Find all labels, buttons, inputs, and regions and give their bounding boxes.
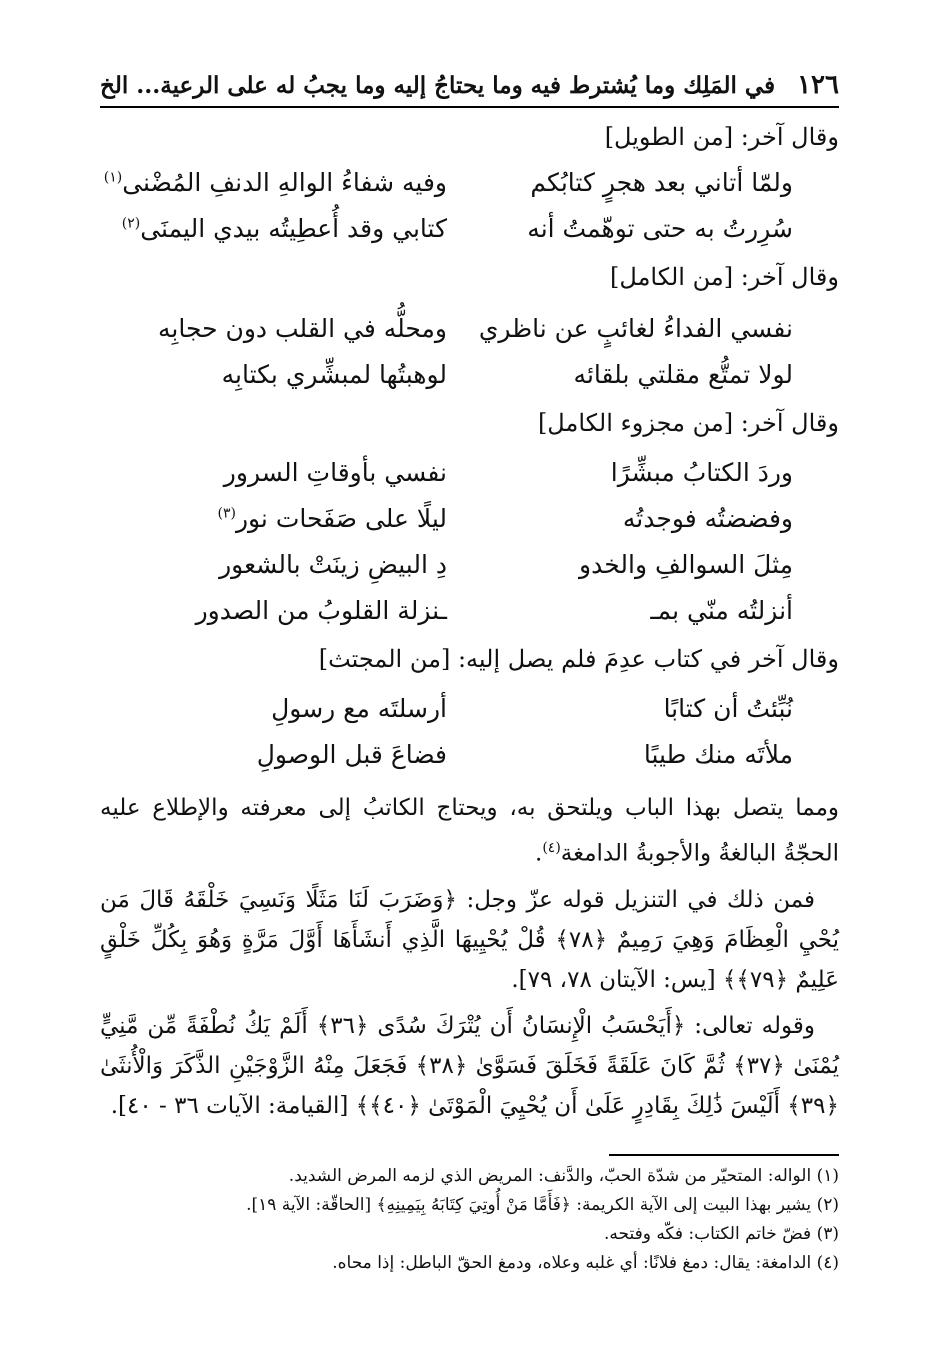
verse-line [100, 452, 839, 498]
footnote-marker: (١) [103, 169, 123, 186]
verse-line [100, 544, 839, 590]
verse-reference: [يس: الآيتان ٧٨، ٧٩]. [511, 966, 716, 993]
footnotes [100, 1162, 839, 1278]
second-hemistich: لوهبتُها لمبشِّري بكتابِه [221, 360, 447, 389]
verse-line [100, 688, 839, 734]
poem-intro: وقال آخر في كتاب عدِمَ فلم يصل إليه: [من المجتث] [318, 645, 839, 673]
footnote-marker: (٤) [542, 840, 561, 856]
footnote: (٣) فضّ خاتم الكتاب: فكّه وفتحه. [603, 1223, 839, 1244]
verse-reference: [القيامة: الآيات ٣٦ - ٤٠]. [110, 1092, 349, 1119]
verse-line [100, 734, 839, 780]
second-hemistich: دِ البيضِ زينَتْ بالشعور [219, 550, 447, 579]
second-hemistich: كتابي وقد أُعطِيتُه بيدي اليمنَى$^{(٢)}$ [121, 214, 447, 243]
first-hemistich: لولا تمتُّع مقلتي بلقائه [573, 360, 793, 389]
second-hemistich: نفسي بأوقاتِ السرور [223, 458, 447, 487]
first-hemistich: مِثلَ السوالفِ والخدو [579, 550, 793, 579]
second-hemistich: أرسلتَه مع رسولِ [271, 694, 447, 723]
first-hemistich: نُبِّئتُ أن كتابًا [663, 694, 793, 723]
first-hemistich: وردَ الكتابُ مبشِّرًا [610, 458, 793, 487]
first-hemistich: ملأتَه منك طيبًا [643, 740, 793, 769]
quran-verse: ﴿أَيَحْسَبُ الْإِنسَانُ أَن يُتْرَكَ سُدًى ﴿٣٦﴾ أَلَمْ يَكُ نُطْفَةً مِّن مَّنِيٍّ يُمْنَىٰ ﴿٣٧﴾ ثُمَّ كَانَ عَلَقَةً فَخَلَقَ فَسَوَّىٰ ﴿٣٨﴾ فَجَعَلَ مِنْهُ الزَّوْجَيْنِ الذَّكَرَ وَالْأُنثَىٰ ﴿٣٩﴾ أَلَيْسَ ذَٰلِكَ بِقَادِرٍ عَلَىٰ أَن يُحْيِيَ الْمَوْتَىٰ ﴿٤٠﴾﴾ [100, 1012, 840, 1119]
poem-intro: وقال آخر: [من الطويل] [604, 123, 839, 151]
first-hemistich: ولمّا أتاني بعد هجرٍ كتابُكم [530, 168, 793, 197]
poem-intro: وقال آخر: [من مجزوء الكامل] [537, 409, 839, 437]
quran-verse: ﴿وَضَرَبَ لَنَا مَثَلًا وَنَسِيَ خَلْقَهُ قَالَ مَن يُحْيِ الْعِظَامَ وَهِيَ رَمِيمٌ ﴿٧٨﴾ قُلْ يُحْيِيهَا الَّذِي أَنشَأَهَا أَوَّلَ مَرَّةٍ وَهُوَ بِكُلِّ خَلْقٍ عَلِيمٌ ﴿٧٩﴾﴾ [100, 886, 839, 993]
paragraph: ومما يتصل بهذا الباب ويلتحق به، ويحتاج الكاتبُ إلى معرفته والإطلاع عليه الحجّةُ البالغةُ والأجوبةُ الدامغة$^{(٤)}$. [100, 795, 839, 867]
poem-intro: وقال آخر: [من الكامل] [610, 263, 839, 291]
verse-line [100, 590, 839, 636]
footnote-divider [609, 1154, 839, 1156]
first-hemistich: نفسي الفداءُ لغائبٍ عن ناظري [478, 314, 793, 343]
first-hemistich: أنزلتُه منّي بمـ [650, 596, 793, 625]
verse-line [100, 162, 839, 208]
verse-line [100, 354, 839, 400]
page-number: ١٢٦ [797, 70, 839, 100]
paragraph: فمن ذلك في التنزيل قوله عزّ وجل: ﴿وَضَرَبَ لَنَا مَثَلًا وَنَسِيَ خَلْقَهُ قَالَ مَن يُحْيِ الْعِظَامَ وَهِيَ رَمِيمٌ ﴿٧٨﴾ قُلْ يُحْيِيهَا الَّذِي أَنشَأَهَا أَوَّلَ مَرَّةٍ وَهُوَ بِكُلِّ خَلْقٍ عَلِيمٌ ﴿٧٩﴾﴾ [يس: الآيتان ٧٨، ٧٩]. [100, 886, 839, 993]
paragraph: وقوله تعالى: ﴿أَيَحْسَبُ الْإِنسَانُ أَن يُتْرَكَ سُدًى ﴿٣٦﴾ أَلَمْ يَكُ نُطْفَةً مِّن مَّنِيٍّ يُمْنَىٰ ﴿٣٧﴾ ثُمَّ كَانَ عَلَقَةً فَخَلَقَ فَسَوَّىٰ ﴿٣٨﴾ فَجَعَلَ مِنْهُ الزَّوْجَيْنِ الذَّكَرَ وَالْأُنثَىٰ ﴿٣٩﴾ أَلَيْسَ ذَٰلِكَ بِقَادِرٍ عَلَىٰ أَن يُحْيِيَ الْمَوْتَىٰ ﴿٤٠﴾﴾ [القيامة: الآيات ٣٦ - ٤٠]. [100, 1012, 840, 1119]
prose-section [100, 788, 839, 1126]
running-title: في المَلِك وما يُشترط فيه وما يحتاجُ إليه وما يجبُ له على الرعية... الخ [100, 72, 776, 99]
footnote-marker: (٢) [121, 215, 141, 232]
verse-line [100, 308, 839, 354]
first-hemistich: وفضضتُه فوجدتُه [622, 504, 793, 533]
second-hemistich: وفيه شفاءُ الوالهِ الدنفِ المُضْنى$^{(١)}$ [103, 168, 447, 197]
footnote: (١) الواله: المتحيّر من شدّة الحبّ، والدَّنف: المريض الذي لزمه المرض الشديد. [288, 1165, 839, 1186]
second-hemistich: ليلًا على صَفَحات نور$^{(٣)}$ [217, 504, 447, 533]
verse-line [100, 208, 839, 254]
second-hemistich: فضاعَ قبل الوصولِ [256, 740, 447, 769]
first-hemistich: سُرِرتُ به حتى توهّمتُ أنه [527, 214, 793, 243]
page-header [100, 60, 839, 108]
book-page [100, 60, 839, 1278]
second-hemistich: ـنزلة القلوبُ من الصدور [195, 596, 447, 625]
verse-line [100, 498, 839, 544]
footnote: (٢) يشير بهذا البيت إلى الآية الكريمة: ﴿فَأَمَّا مَنْ أُوتِيَ كِتَابَهُ بِيَمِينِهِ﴾ [الحاقّة: الآية ١٩]. [246, 1194, 839, 1215]
second-hemistich: ومحلُّه في القلب دون حجابِه [157, 314, 447, 343]
footnote-marker: (٣) [217, 505, 236, 522]
footnote: (٤) الدامغة: يقال: دمغ فلانًا: أي غلبه وعلاه، ودمغ الحقّ الباطل: إذا محاه. [332, 1252, 839, 1273]
